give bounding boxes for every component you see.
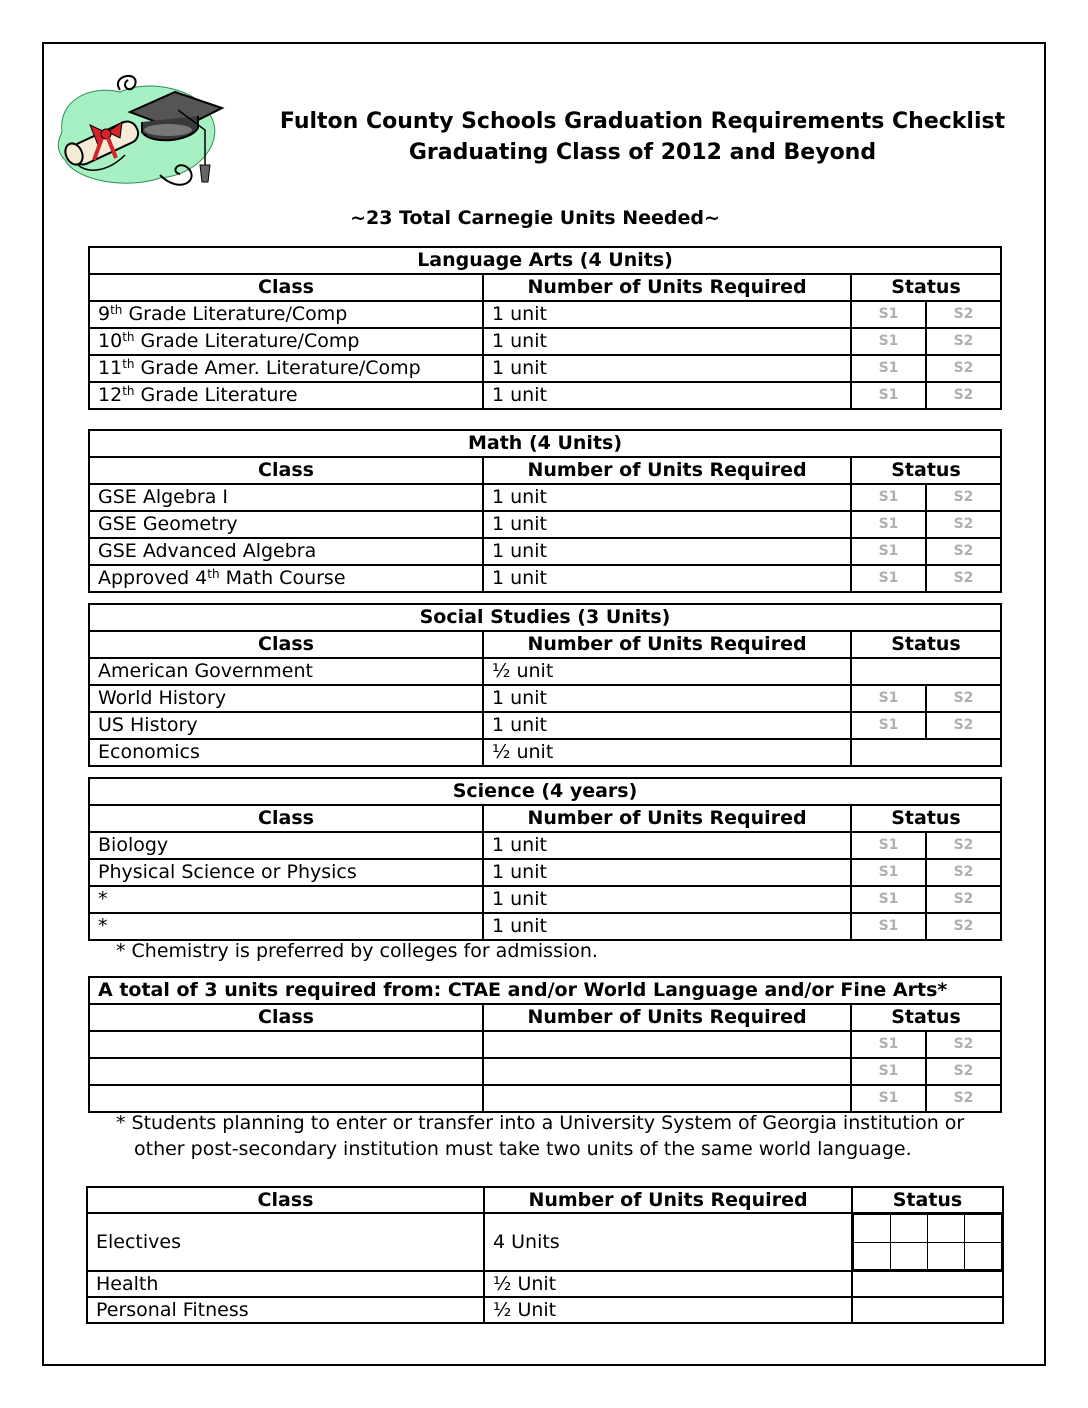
table-row — [89, 1085, 1001, 1112]
electives-status-grid[interactable] — [852, 1213, 1003, 1271]
title-line-2: Graduating Class of 2012 and Beyond — [408, 140, 877, 165]
status-cell[interactable] — [851, 739, 1001, 766]
units-input-cell[interactable] — [483, 1058, 851, 1085]
column-header-status: Status — [851, 631, 1001, 658]
class-cell[interactable]: * — [89, 913, 483, 940]
units-cell: 1 unit — [483, 832, 851, 859]
units-cell: ½ Unit — [484, 1297, 852, 1323]
column-header-units: Number of Units Required — [483, 1004, 851, 1031]
status-s1-checkbox[interactable]: S1 — [851, 565, 926, 592]
units-cell: 1 unit — [483, 913, 851, 940]
status-s2-checkbox[interactable]: S2 — [926, 484, 1001, 511]
class-cell: World History — [89, 685, 483, 712]
column-header-class: Class — [89, 1004, 483, 1031]
status-box[interactable] — [854, 1215, 891, 1243]
table-row — [89, 355, 1001, 382]
table-row — [87, 1271, 1003, 1297]
status-s2-checkbox[interactable]: S2 — [926, 1031, 1001, 1058]
column-header-class: Class — [89, 631, 483, 658]
status-s2-checkbox[interactable]: S2 — [926, 511, 1001, 538]
table-row — [89, 832, 1001, 859]
science-footnote: * Chemistry is preferred by colleges for admission. — [116, 940, 598, 962]
column-header-units: Number of Units Required — [483, 274, 851, 301]
class-cell: Approved 4th Math Course — [89, 565, 483, 592]
column-header-status: Status — [851, 1004, 1001, 1031]
table-row — [89, 511, 1001, 538]
table-row — [89, 301, 1001, 328]
status-s1-checkbox[interactable]: S1 — [851, 712, 926, 739]
status-s1-checkbox[interactable]: S1 — [851, 832, 926, 859]
column-header-units: Number of Units Required — [483, 631, 851, 658]
status-s1-checkbox[interactable]: S1 — [851, 886, 926, 913]
units-cell: ½ Unit — [484, 1271, 852, 1297]
status-s1-checkbox[interactable]: S1 — [851, 1031, 926, 1058]
units-cell: 1 unit — [483, 685, 851, 712]
world-language-footnote-line-1: * Students planning to enter or transfer into a University System of Georgia institution or — [116, 1112, 965, 1134]
table-row — [87, 1213, 1003, 1271]
class-cell: Economics — [89, 739, 483, 766]
units-input-cell[interactable] — [483, 1085, 851, 1112]
column-header-units: Number of Units Required — [483, 805, 851, 832]
column-header-units: Number of Units Required — [483, 457, 851, 484]
units-cell: 1 unit — [483, 712, 851, 739]
units-cell: 1 unit — [483, 886, 851, 913]
column-header-status: Status — [852, 1187, 1003, 1213]
table-row — [89, 328, 1001, 355]
status-box[interactable] — [965, 1242, 1002, 1270]
class-cell: 10th Grade Literature/Comp — [89, 328, 483, 355]
status-s1-checkbox[interactable]: S1 — [851, 1085, 926, 1112]
status-s2-checkbox[interactable]: S2 — [926, 913, 1001, 940]
class-cell: GSE Geometry — [89, 511, 483, 538]
table-row — [89, 1031, 1001, 1058]
units-cell: 1 unit — [483, 301, 851, 328]
column-header-status: Status — [851, 457, 1001, 484]
column-header-class: Class — [89, 274, 483, 301]
units-cell: 1 unit — [483, 511, 851, 538]
status-s1-checkbox[interactable]: S1 — [851, 538, 926, 565]
table-row — [89, 1058, 1001, 1085]
column-header-units: Number of Units Required — [484, 1187, 852, 1213]
table-row — [89, 886, 1001, 913]
class-cell: Electives — [87, 1213, 484, 1271]
status-s2-checkbox[interactable]: S2 — [926, 886, 1001, 913]
status-box[interactable] — [891, 1215, 928, 1243]
table-row — [89, 658, 1001, 685]
status-s1-checkbox[interactable]: S1 — [851, 913, 926, 940]
class-cell: 11th Grade Amer. Literature/Comp — [89, 355, 483, 382]
class-cell: 12th Grade Literature — [89, 382, 483, 409]
language-arts-table — [88, 246, 1002, 410]
table-row — [89, 712, 1001, 739]
other-requirements-table — [86, 1186, 1004, 1324]
class-cell: 9th Grade Literature/Comp — [89, 301, 483, 328]
status-s1-checkbox[interactable]: S1 — [851, 301, 926, 328]
section-title: A total of 3 units required from: CTAE and/or World Language and/or Fine Arts* — [89, 977, 1001, 1004]
table-row — [89, 382, 1001, 409]
section-title: Social Studies (3 Units) — [89, 604, 1001, 631]
column-header-class: Class — [87, 1187, 484, 1213]
status-box[interactable] — [854, 1242, 891, 1270]
status-box[interactable] — [928, 1215, 965, 1243]
units-input-cell[interactable] — [483, 1031, 851, 1058]
units-cell: ½ unit — [483, 739, 851, 766]
table-row — [89, 538, 1001, 565]
status-s2-checkbox[interactable]: S2 — [926, 1085, 1001, 1112]
units-cell: 1 unit — [483, 538, 851, 565]
class-cell: Health — [87, 1271, 484, 1297]
status-s2-checkbox[interactable]: S2 — [926, 355, 1001, 382]
class-cell: Personal Fitness — [87, 1297, 484, 1323]
column-header-class: Class — [89, 457, 483, 484]
status-s2-checkbox[interactable]: S2 — [926, 859, 1001, 886]
table-row — [87, 1297, 1003, 1323]
table-row — [89, 565, 1001, 592]
social-studies-table — [88, 603, 1002, 767]
table-row — [89, 913, 1001, 940]
status-cell[interactable] — [851, 658, 1001, 685]
table-row — [89, 859, 1001, 886]
units-cell: 1 unit — [483, 328, 851, 355]
status-s2-checkbox[interactable]: S2 — [926, 328, 1001, 355]
column-header-status: Status — [851, 805, 1001, 832]
ctae-language-arts-table — [88, 976, 1002, 1113]
page-title — [240, 106, 1045, 168]
title-line-1: Fulton County Schools Graduation Requirements Checklist — [279, 109, 1006, 134]
units-cell: 1 unit — [483, 565, 851, 592]
class-cell: Physical Science or Physics — [89, 859, 483, 886]
status-box[interactable] — [928, 1242, 965, 1270]
status-s1-checkbox[interactable]: S1 — [851, 355, 926, 382]
table-row — [89, 739, 1001, 766]
status-s2-checkbox[interactable]: S2 — [926, 832, 1001, 859]
units-cell: 1 unit — [483, 859, 851, 886]
units-cell: 4 Units — [484, 1213, 852, 1271]
class-cell: GSE Algebra I — [89, 484, 483, 511]
class-cell: American Government — [89, 658, 483, 685]
class-input-cell[interactable] — [89, 1031, 483, 1058]
status-cell[interactable] — [852, 1297, 1003, 1323]
units-cell: ½ unit — [483, 658, 851, 685]
column-header-status: Status — [851, 274, 1001, 301]
status-s1-checkbox[interactable]: S1 — [851, 859, 926, 886]
status-s1-checkbox[interactable]: S1 — [851, 1058, 926, 1085]
section-title: Language Arts (4 Units) — [89, 247, 1001, 274]
status-s2-checkbox[interactable]: S2 — [926, 382, 1001, 409]
status-s2-checkbox[interactable]: S2 — [926, 712, 1001, 739]
status-s2-checkbox[interactable]: S2 — [926, 565, 1001, 592]
units-cell: 1 unit — [483, 484, 851, 511]
status-s2-checkbox[interactable]: S2 — [926, 538, 1001, 565]
status-s1-checkbox[interactable]: S1 — [851, 484, 926, 511]
total-units-heading: ~23 Total Carnegie Units Needed~ — [350, 207, 720, 229]
status-box[interactable] — [891, 1242, 928, 1270]
status-s1-checkbox[interactable]: S1 — [851, 685, 926, 712]
status-s2-checkbox[interactable]: S2 — [926, 301, 1001, 328]
units-cell: 1 unit — [483, 355, 851, 382]
units-cell: 1 unit — [483, 382, 851, 409]
class-input-cell[interactable] — [89, 1085, 483, 1112]
status-box[interactable] — [965, 1215, 1002, 1243]
science-table — [88, 777, 1002, 941]
table-row — [89, 484, 1001, 511]
class-cell: Biology — [89, 832, 483, 859]
column-header-class: Class — [89, 805, 483, 832]
math-table — [88, 429, 1002, 593]
class-cell: GSE Advanced Algebra — [89, 538, 483, 565]
status-s2-checkbox[interactable]: S2 — [926, 1058, 1001, 1085]
status-cell[interactable] — [852, 1271, 1003, 1297]
world-language-footnote-line-2: other post-secondary institution must take two units of the same world language. — [134, 1138, 912, 1160]
table-row — [89, 685, 1001, 712]
class-cell[interactable]: * — [89, 886, 483, 913]
graduation-cap-diploma-icon — [50, 70, 228, 195]
status-s2-checkbox[interactable]: S2 — [926, 685, 1001, 712]
class-input-cell[interactable] — [89, 1058, 483, 1085]
section-title: Math (4 Units) — [89, 430, 1001, 457]
status-s1-checkbox[interactable]: S1 — [851, 328, 926, 355]
status-s1-checkbox[interactable]: S1 — [851, 382, 926, 409]
status-s1-checkbox[interactable]: S1 — [851, 511, 926, 538]
section-title: Science (4 years) — [89, 778, 1001, 805]
class-cell: US History — [89, 712, 483, 739]
